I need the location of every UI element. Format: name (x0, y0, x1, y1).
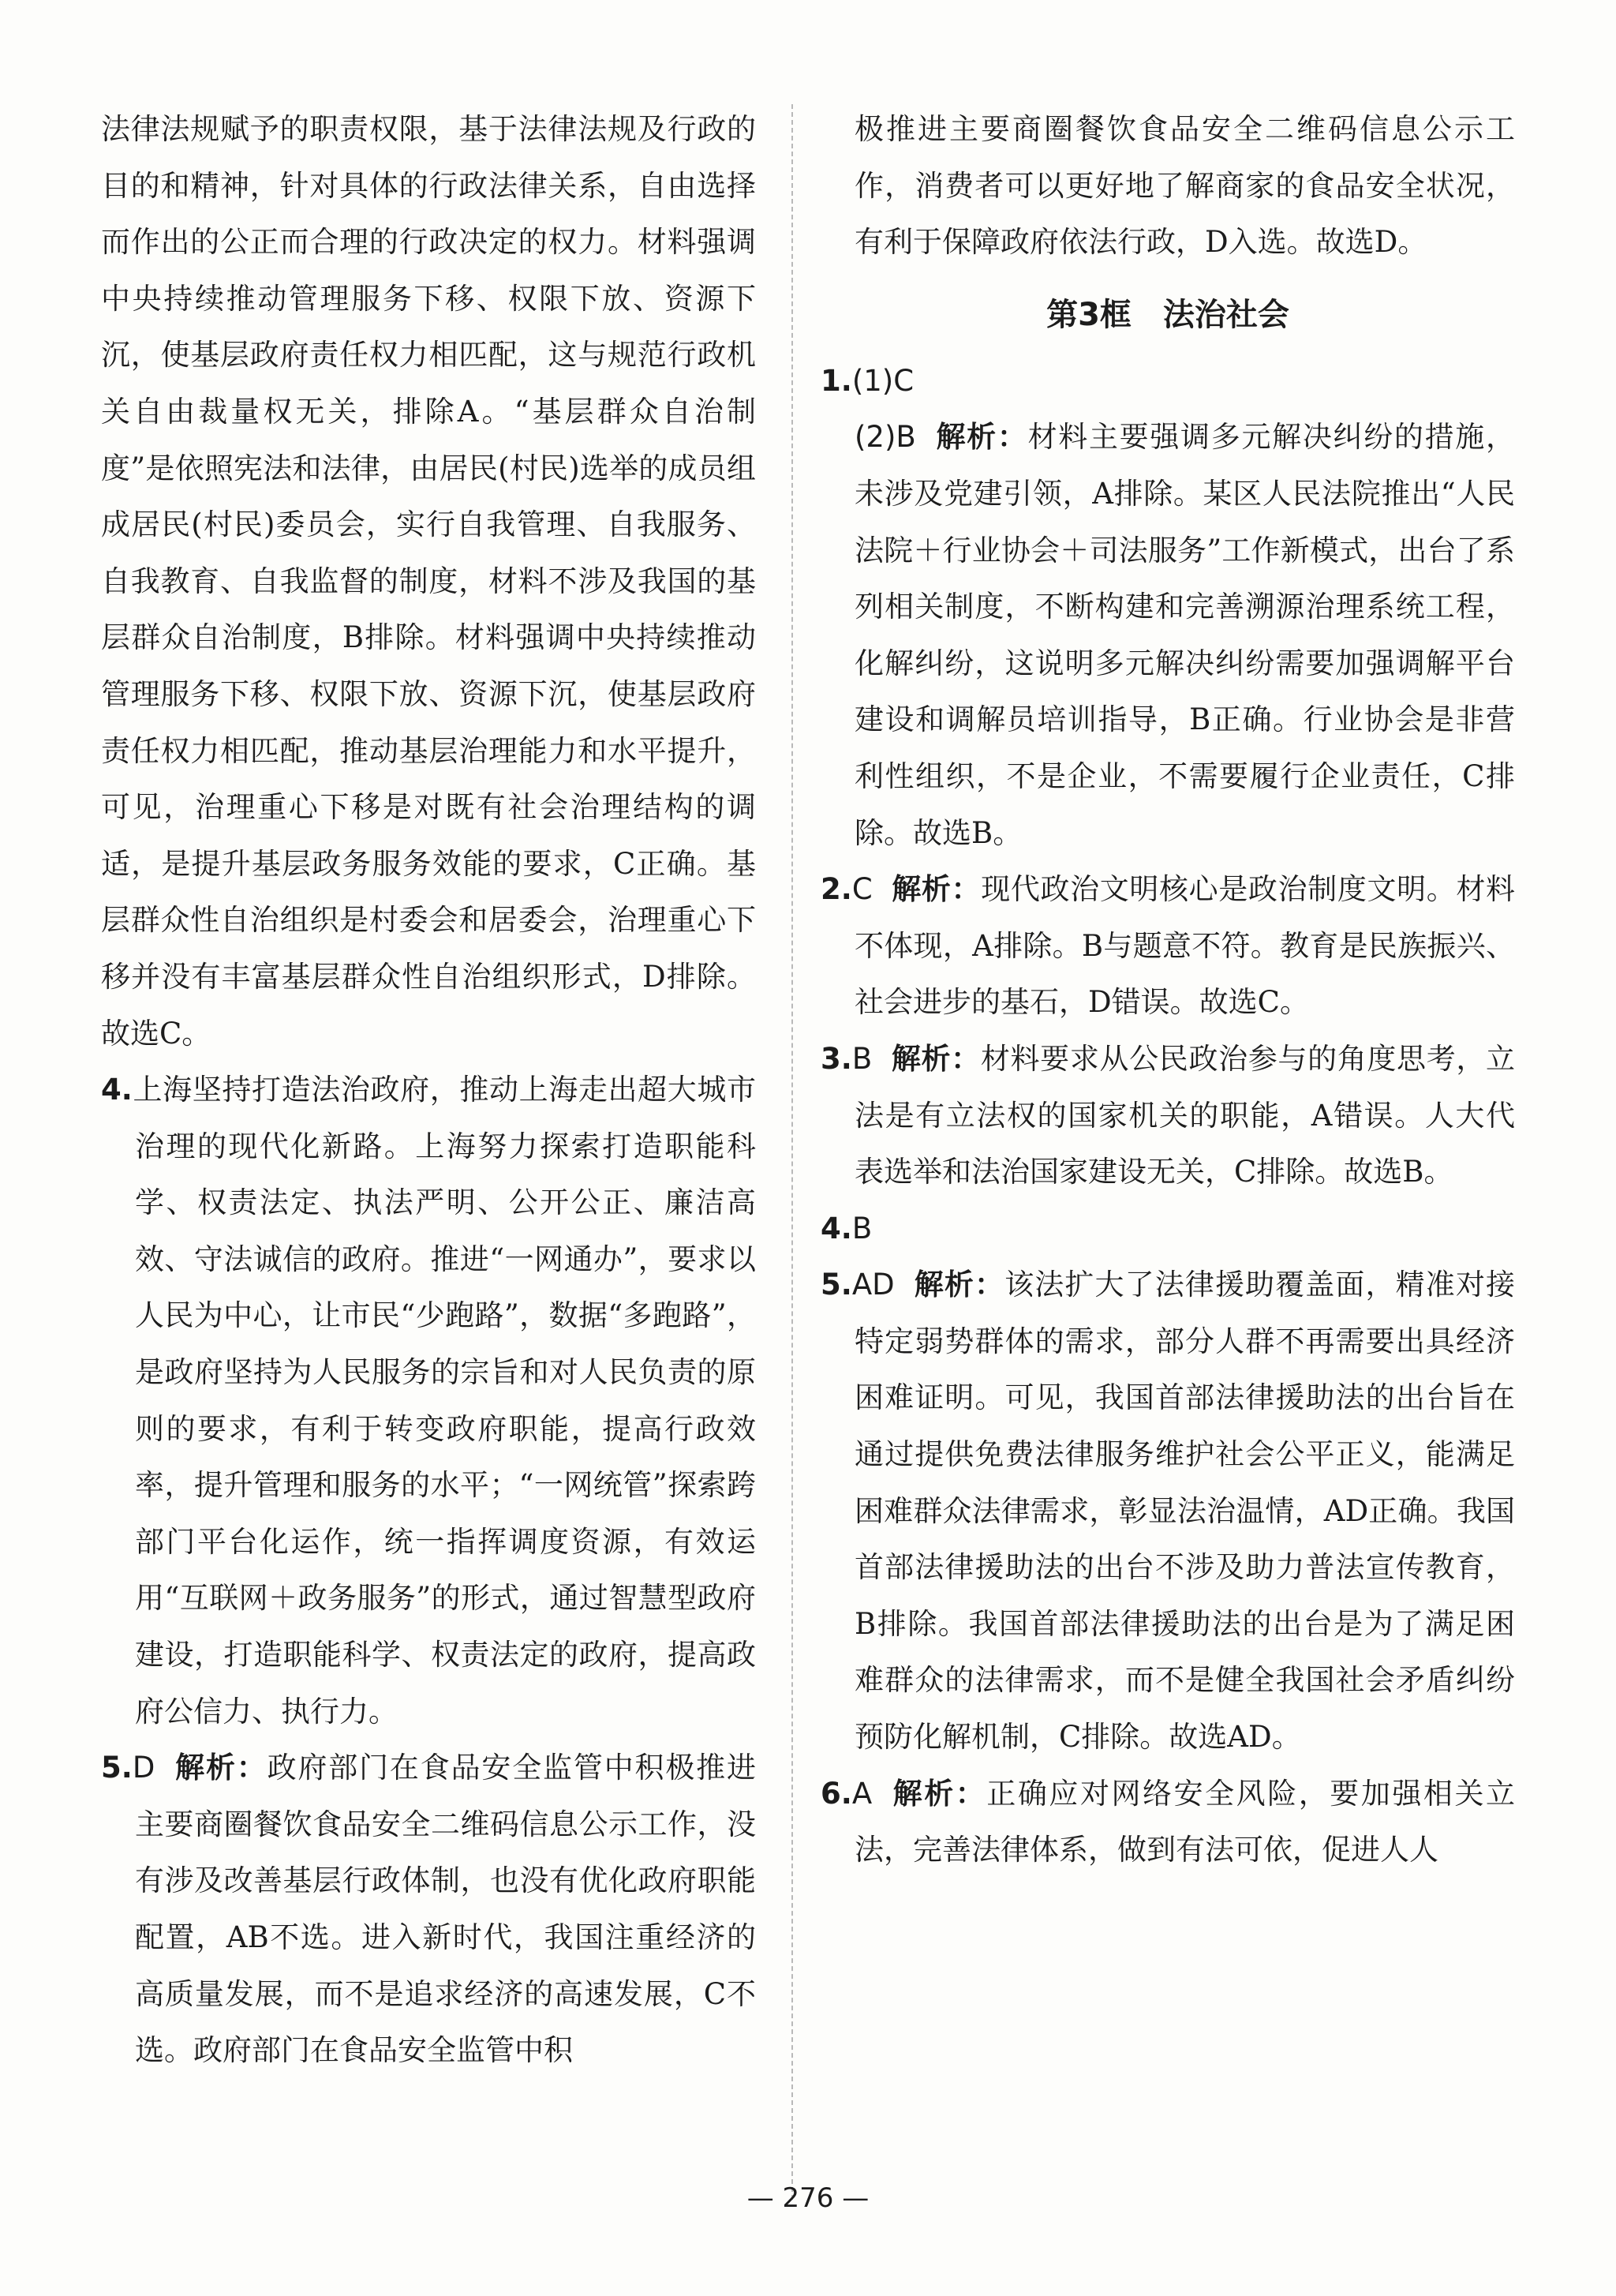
right-item-2 (821, 861, 1515, 1031)
item-answer: A (851, 1776, 873, 1811)
item-number: 5. (101, 1751, 133, 1785)
right-continuation-paragraph: 极推进主要商圈餐饮食品安全二维码信息公示工作，消费者可以更好地了解商家的食品安全状况，有利于保障政府依法行政，D入选。故选D。 (855, 112, 1515, 260)
item-number: 3. (821, 1041, 852, 1076)
analysis-label: 解析： (174, 1751, 267, 1785)
right-column (821, 101, 1515, 1878)
right-item-4 (821, 1200, 1515, 1257)
item-number: 4. (101, 1073, 133, 1107)
right-item-5 (821, 1257, 1515, 1765)
item-answer: D (132, 1751, 155, 1785)
item-text: 现代政治文明核心是政治制度文明。材料不体现，A排除。B与题意不符。教育是民族振兴、社会进步的基石，D错误。故选C。 (855, 872, 1516, 1020)
left-continuation-paragraph: 法律法规赋予的职责权限，基于法律法规及行政的目的和精神，针对具体的行政法律关系，自由选择而作出的公正而合理的行政决定的权力。材料强调中央持续推动管理服务下移、权限下放、资源下沉，使基层政府责任权力相匹配，这与规范行政机关自由裁量权无关，排除A。“基层群众自治制度”是依照宪法和法律，由居民(村民)选举的成员组成居民(村民)委员会，实行自我管理、自我服务、自我教育、自我监督的制度，材料不涉及我国的基层群众自治制度，B排除。材料强调中央持续推动管理服务下移、权限下放、资源下沉，使基层政府责任权力相匹配，推动基层治理能力和水平提升，可见，治理重心下移是对既有社会治理结构的调适，是提升基层政务服务效能的要求，C正确。基层群众性自治组织是村委会和居委会，治理重心下移并没有丰富基层群众性自治组织形式，D排除。故选C。 (101, 112, 756, 1051)
sub-answer: (1)C (851, 363, 915, 398)
analysis-label: 解析： (891, 1776, 987, 1811)
left-item-4 (101, 1062, 756, 1740)
item-text: 材料主要强调多元解决纠纷的措施，未涉及党建引领，A排除。某区人民法院推出“人民法院＋行业协会＋司法服务”工作新模式，出台了系列相关制度，不断构建和完善溯源治理系统工程，化解纠纷，这说明多元解决纠纷需要加强调解平台建设和调解员培训指导，B正确。行业协会是非营利性组织，不是企业，不需要履行企业责任，C排除。故选B。 (855, 420, 1516, 850)
sub-answer: (2)B (855, 420, 916, 455)
page-number: — 276 — (746, 2182, 870, 2214)
item-answer: B (851, 1211, 873, 1245)
analysis-label: 解析： (891, 1041, 981, 1076)
right-item-3 (821, 1031, 1515, 1200)
item-answer: C (851, 872, 873, 907)
item-text: 政府部门在食品安全监管中积极推进主要商圈餐饮食品安全二维码信息公示工作，没有涉及改善基层行政体制，也没有优化政府职能配置，AB不选。进入新时代，我国注重经济的高质量发展，而不是追求经济的高速发展，C不选。政府部门在食品安全监管中积 (135, 1751, 757, 2068)
item-number: 4. (821, 1211, 852, 1245)
analysis-label: 解析： (934, 420, 1028, 455)
item-text: 该法扩大了法律援助覆盖面，精准对接特定弱势群体的需求，部分人群不再需要出具经济困难证明。可见，我国首部法律援助法的出台旨在通过提供免费法律服务维护社会公平正义，能满足困难群众法律需求，彰显法治温情，AD正确。我国首部法律援助法的出台不涉及助力普法宣传教育，B排除。我国首部法律援助法的出台是为了满足困难群众的法律需求，而不是健全我国社会矛盾纠纷预防化解机制，C排除。故选AD。 (855, 1268, 1516, 1755)
section-title: 第3框 法治社会 (1046, 296, 1289, 333)
item-number: 2. (821, 872, 852, 907)
right-item-1-sub-2 (821, 409, 1515, 861)
column-divider (791, 104, 793, 2200)
item-answer: B (851, 1041, 873, 1076)
item-text: 上海坚持打造法治政府，推动上海走出超大城市治理的现代化新路。上海努力探索打造职能科学、权责法定、执法严明、公开公正、廉洁高效、守法诚信的政府。推进“一网通办”，要求以人民为中心，让市民“少跑路”，数据“多跑路”，是政府坚持为人民服务的宗旨和对人民负责的原则的要求，有利于转变政府职能，提高行政效率，提升管理和服务的水平；“一网统管”探索跨部门平台化运作，统一指挥调度资源，有效运用“互联网＋政务服务”的形式，通过智慧型政府建设，打造职能科学、权责法定的政府，提高政府公信力、执行力。 (132, 1073, 756, 1729)
item-text: 正确应对网络安全风险，要加强相关立法，完善法律体系，做到有法可依，促进人人 (855, 1776, 1516, 1867)
item-number: 6. (821, 1776, 852, 1811)
item-answer: AD (851, 1268, 895, 1302)
item-number: 1. (821, 363, 852, 398)
item-number: 5. (821, 1268, 852, 1302)
right-item-1-sub-1 (821, 353, 1515, 410)
left-item-5 (101, 1740, 756, 2079)
left-column (101, 101, 756, 2079)
item-text: 材料要求从公民政治参与的角度思考，立法是有立法权的国家机关的职能，A错误。人大代表选举和法治国家建设无关，C排除。故选B。 (855, 1041, 1516, 1189)
right-item-6 (821, 1766, 1515, 1878)
analysis-label: 解析： (913, 1268, 1005, 1302)
analysis-label: 解析： (891, 872, 982, 907)
